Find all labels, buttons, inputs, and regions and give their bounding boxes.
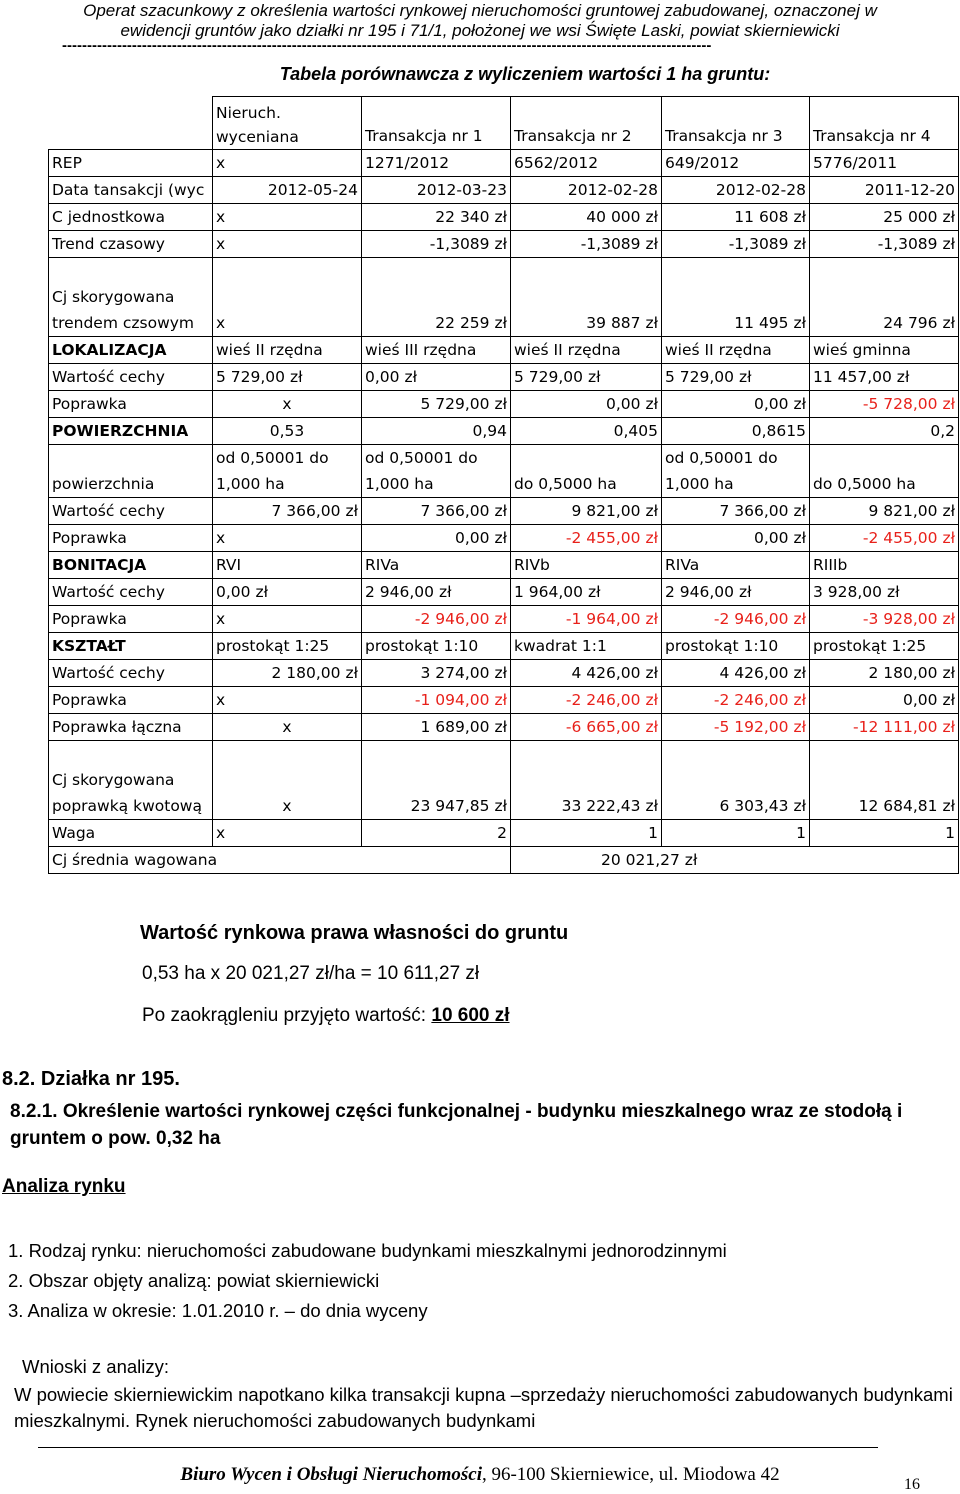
rounded-value: 10 600 zł — [431, 1005, 510, 1026]
table-cell: 2011-12-20 — [810, 177, 959, 204]
table-cell: -1,3089 zł — [511, 231, 662, 258]
table-cell: 0,00 zł — [213, 579, 362, 606]
rounded-value-label: Po zaokrągleniu przyjęto wartość: — [142, 1005, 432, 1026]
table-cell: 0,00 zł — [810, 687, 959, 714]
list-item: 1. Rodzaj rynku: nieruchomości zabudowane budynkami mieszkalnymi jednorodzinnymi — [8, 1240, 727, 1261]
table-cell: 25 000 zł — [810, 204, 959, 231]
table-cell: od 0,50001 do 1,000 ha — [213, 445, 362, 498]
table-cell: wieś II rzędna — [511, 337, 662, 364]
table-cell: -1,3089 zł — [662, 231, 810, 258]
table-row — [49, 445, 959, 498]
comparison-table — [48, 96, 959, 874]
table-cell: 0,2 — [810, 418, 959, 445]
table-cell: -2 246,00 zł — [511, 687, 662, 714]
table-cell: -5 192,00 zł — [662, 714, 810, 741]
row-label: Wartość cechy — [49, 364, 213, 391]
footer-company: Biuro Wycen i Obsługi Nieruchomości — [180, 1464, 482, 1485]
table-cell: 0,00 zł — [362, 525, 511, 552]
header-cell-t2: Transakcja nr 2 — [511, 97, 662, 150]
table-cell: 4 426,00 zł — [511, 660, 662, 687]
table-cell: x — [213, 714, 362, 741]
table-cell: 2 946,00 zł — [362, 579, 511, 606]
table-cell: x — [213, 606, 362, 633]
table-cell: 5 729,00 zł — [511, 364, 662, 391]
table-cell: 2012-02-28 — [662, 177, 810, 204]
table-cell: 7 366,00 zł — [662, 498, 810, 525]
table-row — [49, 231, 959, 258]
table-cell: 5776/2011 — [810, 150, 959, 177]
table-cell: 11 495 zł — [662, 258, 810, 337]
row-label: Poprawka — [49, 525, 213, 552]
table-header-row — [49, 97, 959, 150]
table-row — [49, 204, 959, 231]
table-cell: 3 274,00 zł — [362, 660, 511, 687]
row-label: Poprawka — [49, 391, 213, 418]
table-cell: 0,8615 — [662, 418, 810, 445]
table-cell: wieś II rzędna — [213, 337, 362, 364]
table-cell: x — [213, 820, 362, 847]
table-cell: -2 946,00 zł — [362, 606, 511, 633]
row-label: Cj skorygowana trendem czsowym — [49, 258, 213, 337]
row-label: Waga — [49, 820, 213, 847]
table-cell: 5 729,00 zł — [362, 391, 511, 418]
table-row — [49, 552, 959, 579]
table-cell: x — [213, 687, 362, 714]
table-row — [49, 258, 959, 337]
analysis-list — [8, 1236, 727, 1326]
table-cell: 6562/2012 — [511, 150, 662, 177]
table-row — [49, 364, 959, 391]
table-cell: RIVa — [362, 552, 511, 579]
table-cell: od 0,50001 do 1,000 ha — [362, 445, 511, 498]
table-row — [49, 660, 959, 687]
table-cell: -1 964,00 zł — [511, 606, 662, 633]
row-label: Data tansakcji (wyc — [49, 177, 213, 204]
table-row — [49, 525, 959, 552]
table-cell: -2 455,00 zł — [511, 525, 662, 552]
page-number: 16 — [904, 1476, 920, 1493]
table-cell: 2012-05-24 — [213, 177, 362, 204]
row-label: REP — [49, 150, 213, 177]
table-cell: 1 — [511, 820, 662, 847]
row-label: POWIERZCHNIA — [49, 418, 213, 445]
table-cell: prostokąt 1:10 — [362, 633, 511, 660]
table-cell: RVI — [213, 552, 362, 579]
table-cell: RIVb — [511, 552, 662, 579]
table-row — [49, 177, 959, 204]
table-cell: 39 887 zł — [511, 258, 662, 337]
table-cell: 6 303,43 zł — [662, 741, 810, 820]
row-label: BONITACJA — [49, 552, 213, 579]
table-row — [49, 498, 959, 525]
table-cell: x — [213, 741, 362, 820]
table-row — [49, 687, 959, 714]
table-title: Tabela porównawcza z wyliczeniem wartości 1 ha gruntu: — [279, 64, 771, 84]
table-cell: -1,3089 zł — [362, 231, 511, 258]
table-row — [49, 714, 959, 741]
header-cell-empty — [49, 97, 213, 150]
table-cell: prostokąt 1:10 — [662, 633, 810, 660]
header-cell-subject: Nieruch. wyceniana — [213, 97, 362, 150]
section-title: 8.2. Działka nr 195. — [2, 1068, 180, 1090]
table-cell: od 0,50001 do 1,000 ha — [662, 445, 810, 498]
table-cell: 0,00 zł — [362, 364, 511, 391]
table-cell: 2012-03-23 — [362, 177, 511, 204]
table-cell: RIIIb — [810, 552, 959, 579]
list-item: 3. Analiza w okresie: 1.01.2010 r. – do dnia wyceny — [8, 1300, 428, 1321]
table-cell: wieś II rzędna — [662, 337, 810, 364]
table-cell: 7 366,00 zł — [362, 498, 511, 525]
table-cell: -2 946,00 zł — [662, 606, 810, 633]
table-cell: -2 455,00 zł — [810, 525, 959, 552]
table-cell: 649/2012 — [662, 150, 810, 177]
table-row — [49, 579, 959, 606]
table-row — [49, 633, 959, 660]
row-label: Poprawka — [49, 687, 213, 714]
table-cell: 5 729,00 zł — [662, 364, 810, 391]
analysis-heading: Analiza rynku — [2, 1176, 126, 1197]
table-cell: x — [213, 258, 362, 337]
table-row — [49, 418, 959, 445]
footer — [0, 1464, 960, 1486]
table-cell: x — [213, 150, 362, 177]
footer-divider — [38, 1447, 878, 1448]
row-label: Wartość cechy — [49, 579, 213, 606]
table-row — [49, 337, 959, 364]
table-cell: wieś III rzędna — [362, 337, 511, 364]
table-cell: x — [213, 204, 362, 231]
table-cell: prostokąt 1:25 — [810, 633, 959, 660]
table-cell: 2 180,00 zł — [810, 660, 959, 687]
conclusions-heading: Wnioski z analizy: — [22, 1356, 170, 1377]
table-cell: 0,00 zł — [662, 391, 810, 418]
table-row — [49, 820, 959, 847]
header-cell-t3: Transakcja nr 3 — [662, 97, 810, 150]
table-cell: 1 — [662, 820, 810, 847]
table-cell: prostokąt 1:25 — [213, 633, 362, 660]
table-cell: RIVa — [662, 552, 810, 579]
table-cell: 2 180,00 zł — [213, 660, 362, 687]
conclusions-text: W powiecie skierniewickim napotkano kilka transakcji kupna –sprzedaży nieruchomości zabudowanych budynkami mieszkalnymi. Rynek nieruchomości zabudowanych budynkami — [14, 1384, 953, 1431]
table-cell: x — [213, 525, 362, 552]
table-cell: x — [213, 231, 362, 258]
table-cell: 12 684,81 zł — [810, 741, 959, 820]
table-cell: 2 — [362, 820, 511, 847]
row-label: Wartość cechy — [49, 498, 213, 525]
row-label: powierzchnia — [49, 445, 213, 498]
table-cell: 9 821,00 zł — [810, 498, 959, 525]
table-cell: 11 608 zł — [662, 204, 810, 231]
table-cell: -3 928,00 zł — [810, 606, 959, 633]
table-row — [49, 391, 959, 418]
table-cell: 1 689,00 zł — [362, 714, 511, 741]
table-cell: kwadrat 1:1 — [511, 633, 662, 660]
list-item: 2. Obszar objęty analizą: powiat skierniewicki — [8, 1270, 380, 1291]
table-row — [49, 741, 959, 820]
table-cell: 24 796 zł — [810, 258, 959, 337]
row-label: Cj skorygowana poprawką kwotową — [49, 741, 213, 820]
weighted-average-row — [49, 847, 959, 874]
weighted-average-value: 20 021,27 zł — [511, 847, 959, 874]
table-cell: -1,3089 zł — [810, 231, 959, 258]
table-cell: -6 665,00 zł — [511, 714, 662, 741]
header-cell-t4: Transakcja nr 4 — [810, 97, 959, 150]
row-label: KSZTAŁT — [49, 633, 213, 660]
header-line-2: ewidencji gruntów jako działki nr 195 i 71/1, położonej we wsi Święte Laski, powiat skierniewicki — [120, 21, 840, 40]
table-cell: 4 426,00 zł — [662, 660, 810, 687]
table-row — [49, 150, 959, 177]
table-cell: 9 821,00 zł — [511, 498, 662, 525]
table-cell: 5 729,00 zł — [213, 364, 362, 391]
header-cell-t1: Transakcja nr 1 — [362, 97, 511, 150]
table-cell: 1 — [810, 820, 959, 847]
header-line-1: Operat szacunkowy z określenia wartości rynkowej nieruchomości gruntowej zabudowanej, oznaczonej w — [83, 1, 877, 20]
table-cell: 22 340 zł — [362, 204, 511, 231]
table-cell: -12 111,00 zł — [810, 714, 959, 741]
table-cell: do 0,5000 ha — [511, 445, 662, 498]
market-value-calculation: 0,53 ha x 20 021,27 zł/ha = 10 611,27 zł — [142, 963, 480, 984]
table-cell: 0,00 zł — [511, 391, 662, 418]
row-label: Cj średnia wagowana — [49, 847, 511, 874]
row-label: Wartość cechy — [49, 660, 213, 687]
rounded-value-line — [142, 1005, 510, 1027]
table-cell: -5 728,00 zł — [810, 391, 959, 418]
row-label: Poprawka — [49, 606, 213, 633]
table-cell: 1 964,00 zł — [511, 579, 662, 606]
row-label: LOKALIZACJA — [49, 337, 213, 364]
row-label: Poprawka łączna — [49, 714, 213, 741]
table-cell: 22 259 zł — [362, 258, 511, 337]
table-cell: 0,94 — [362, 418, 511, 445]
table-cell: x — [213, 391, 362, 418]
table-cell: 40 000 zł — [511, 204, 662, 231]
row-label: Trend czasowy — [49, 231, 213, 258]
row-label: C jednostkowa — [49, 204, 213, 231]
table-cell: 33 222,43 zł — [511, 741, 662, 820]
footer-address: , 96-100 Skierniewice, ul. Miodowa 42 — [481, 1464, 780, 1485]
table-cell: wieś gminna — [810, 337, 959, 364]
table-cell: do 0,5000 ha — [810, 445, 959, 498]
table-cell: 0,53 — [213, 418, 362, 445]
table-cell: 0,405 — [511, 418, 662, 445]
market-value-heading: Wartość rynkowa prawa własności do gruntu — [140, 922, 569, 944]
header-separator: ---------------------------------------------------------------------------------------------------------------------------------- — [62, 37, 712, 54]
table-cell: 11 457,00 zł — [810, 364, 959, 391]
table-cell: 7 366,00 zł — [213, 498, 362, 525]
table-cell: 2012-02-28 — [511, 177, 662, 204]
table-cell: 2 946,00 zł — [662, 579, 810, 606]
table-cell: -1 094,00 zł — [362, 687, 511, 714]
table-cell: 1271/2012 — [362, 150, 511, 177]
table-row — [49, 606, 959, 633]
table-cell: -2 246,00 zł — [662, 687, 810, 714]
table-cell: 0,00 zł — [662, 525, 810, 552]
subsection-title: 8.2.1. Określenie wartości rynkowej części funkcjonalnej - budynku mieszkalnego wraz ze stodołą i gruntem o pow. 0,32 ha — [10, 1101, 903, 1149]
table-cell: 3 928,00 zł — [810, 579, 959, 606]
table-cell: 23 947,85 zł — [362, 741, 511, 820]
